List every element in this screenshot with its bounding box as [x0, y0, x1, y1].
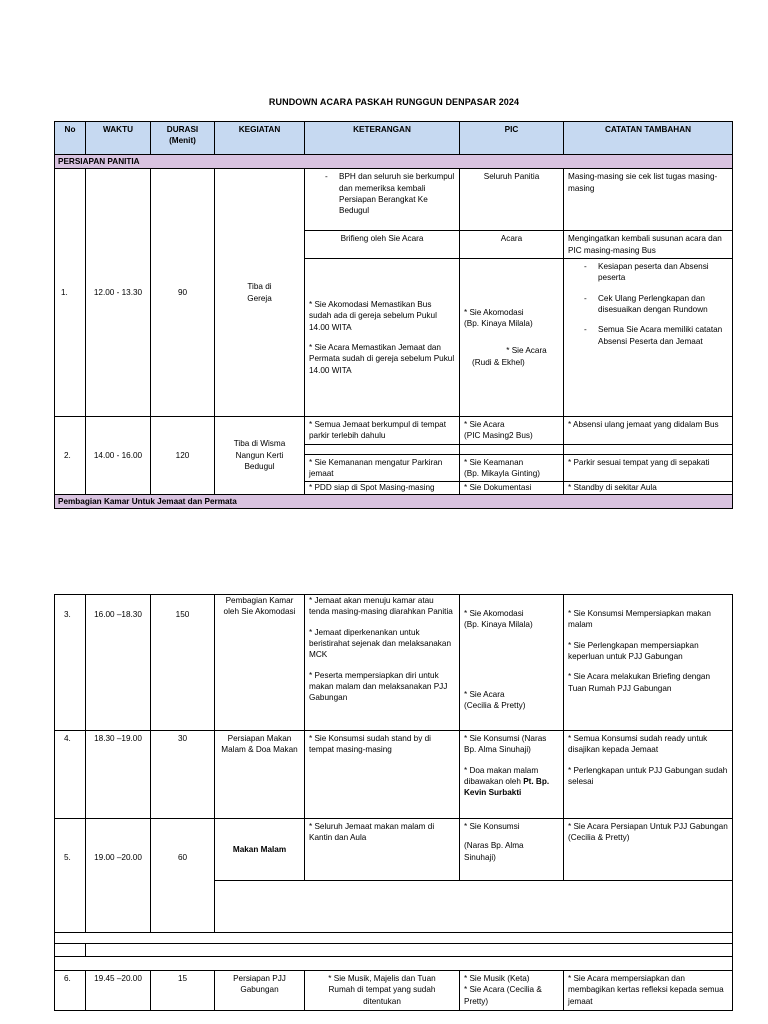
row-waktu: 12.00 - 13.30 — [86, 169, 151, 417]
keterangan-cell: * PDD siap di Spot Masing-masing — [305, 482, 460, 494]
keterangan-cell — [305, 258, 460, 416]
pic-detail: (Rudi & Ekhel) — [472, 357, 525, 367]
table-row — [55, 595, 733, 731]
note: * Sie Akomodasi Memastikan Bus sudah ada di gereja sebelum Pukul 14.00 WITA — [309, 300, 437, 332]
table-header-row — [55, 122, 733, 155]
empty-cell — [55, 944, 86, 957]
pic-name: * Sie Acara — [464, 689, 505, 699]
list-item: - Kesiapan peserta dan Absensi peserta — [598, 261, 728, 284]
row-durasi: 15 — [151, 971, 215, 1011]
pic-cell: Acara — [460, 231, 564, 259]
pic-cell — [460, 819, 564, 881]
row-durasi: 60 — [151, 819, 215, 933]
row-durasi: 120 — [151, 416, 215, 494]
pic-detail: (Bp. Mikayla Ginting) — [464, 468, 540, 478]
note: * Jemaat diperkenankan untuk beristirahat sejenak dan melaksanakan MCK — [309, 627, 452, 660]
keterangan-cell — [305, 595, 460, 731]
empty-cell — [460, 444, 564, 454]
pic-cell — [460, 595, 564, 731]
pic-cell: Seluruh Panitia — [460, 169, 564, 231]
row-kegiatan — [215, 416, 305, 494]
keterangan-cell: * Seluruh Jemaat makan malam di Kantin dan Aula — [305, 819, 460, 881]
catatan-cell: Mengingatkan kembali susunan acara dan PIC masing-masing Bus — [564, 231, 733, 259]
empty-cell — [55, 957, 733, 971]
row-waktu: 16.00 –18.30 — [86, 595, 151, 731]
row-no: 6. — [55, 971, 86, 1011]
catatan-cell — [564, 258, 733, 416]
row-waktu: 18.30 –19.00 — [86, 731, 151, 819]
pic-cell — [460, 258, 564, 416]
row-kegiatan — [215, 971, 305, 1011]
pic-name: * Sie Akomodasi — [464, 307, 524, 317]
note: * Jemaat akan menuju kamar atau tenda masing-masing diarahkan Panitia — [309, 596, 453, 617]
catatan-cell: * Sie Acara mempersiapkan dan membagikan kertas refleksi kepada semua jemaat — [564, 971, 733, 1011]
note: * Sie Konsumsi (Naras Bp. Alma Sinuhaji) — [464, 734, 547, 755]
empty-cell — [564, 444, 733, 454]
row-no: 4. — [55, 731, 86, 819]
catatan-cell: * Standby di sekitar Aula — [564, 482, 733, 494]
section-row — [55, 494, 733, 508]
row-no: 2. — [55, 416, 86, 494]
kegiatan-text: Tiba di Gereja — [247, 282, 272, 303]
catatan-cell — [564, 595, 733, 731]
row-kegiatan — [215, 169, 305, 417]
row-no: 5. — [55, 819, 86, 933]
pic-detail: (Bp. Kinaya Milala) — [464, 319, 533, 329]
table-row — [55, 957, 733, 971]
row-waktu: 19.00 –20.00 — [86, 819, 151, 933]
header-pic: PIC — [460, 122, 564, 155]
keterangan-cell: Brifieng oleh Sie Acara — [305, 231, 460, 259]
note: * Perlengkapan untuk PJJ Gabungan sudah selesai — [568, 765, 728, 786]
pic-detail: (Naras Bp. Alma Sinuhaji) — [464, 841, 524, 862]
table-row — [55, 169, 733, 231]
pic-name: * Sie Akomodasi — [464, 609, 524, 618]
pic-name: * Sie Musik (Keta) — [464, 974, 530, 983]
row-no: 1. — [55, 169, 86, 417]
keterangan-text: * Sie Musik, Majelis dan Tuan Rumah di tempat yang sudah ditentukan — [328, 974, 436, 1006]
row-kegiatan: Pembagian Kamar oleh Sie Akomodasi — [215, 595, 305, 731]
keterangan-cell: * Semua Jemaat berkumpul di tempat parkir terlebih dahulu — [305, 416, 460, 444]
table-row — [55, 416, 733, 444]
table-row — [55, 971, 733, 1011]
catatan-cell: * Absensi ulang jemaat yang didalam Bus — [564, 416, 733, 444]
keterangan-cell: * Sie Kemananan mengatur Parkiran jemaat — [305, 454, 460, 482]
kegiatan-text: Tiba di Wisma Nangun Kerti Bedugul — [233, 439, 286, 471]
table-row — [55, 944, 733, 957]
keterangan-cell — [305, 169, 460, 231]
catatan-cell: Masing-masing sie cek list tugas masing-masing — [564, 169, 733, 231]
header-no: No — [55, 122, 86, 155]
catatan-cell: * Parkir sesuai tempat yang di sepakati — [564, 454, 733, 482]
pic-detail: (Bp. Kinaya Milala) — [464, 620, 533, 630]
pic-cell — [460, 416, 564, 444]
list-item: - BPH dan seluruh sie berkumpul dan memeriksa kembali Persiapan Berangkat Ke Bedugul — [339, 171, 455, 216]
row-kegiatan: Makan Malam — [215, 819, 305, 881]
pic-name: * Sie Konsumsi — [464, 822, 520, 831]
note: * Peserta mempersiapkan diri untuk makan malam dan melaksanakan PJJ Gabungan — [309, 670, 448, 703]
pic-cell — [460, 971, 564, 1011]
catatan-cell: * Sie Acara Persiapan Untuk PJJ Gabungan (Cecilia & Pretty) — [564, 819, 733, 881]
document-title: RUNDOWN ACARA PASKAH RUNGGUN DENPASAR 2024 — [268, 97, 520, 107]
header-kegiatan: KEGIATAN — [215, 122, 305, 155]
pic-speaker: Pt. Bp. Kevin Surbakti — [464, 776, 550, 798]
rundown-table-page1 — [54, 121, 733, 509]
keterangan-cell: * Sie Konsumsi sudah stand by di tempat masing-masing — [305, 731, 460, 819]
pic-cell — [460, 454, 564, 482]
kegiatan-text: Persiapan PJJ Gabungan — [233, 974, 286, 995]
empty-cell — [305, 444, 460, 454]
empty-cell — [215, 881, 733, 933]
catatan-cell — [564, 731, 733, 819]
list-item: - Semua Sie Acara memiliki catatan Absensi Peserta dan Jemaat — [598, 324, 728, 347]
empty-cell — [55, 933, 733, 944]
kegiatan-text: Persiapan Makan Malam & Doa Makan — [221, 734, 298, 755]
note: * Sie Konsumsi Mempersiapkan makan malam — [568, 609, 711, 630]
section-row — [55, 155, 733, 169]
header-keterangan: KETERANGAN — [305, 122, 460, 155]
row-durasi: 90 — [151, 169, 215, 417]
row-waktu: 14.00 - 16.00 — [86, 416, 151, 494]
pic-text: * Doa makan malam dibawakan oleh — [464, 765, 539, 786]
row-no: 3. — [55, 595, 86, 731]
pic-name: * Sie Keamanan — [464, 457, 524, 467]
keterangan-cell — [305, 971, 460, 1011]
note: * Semua Konsumsi sudah ready untuk disajikan kepada Jemaat — [568, 734, 708, 755]
table-row — [55, 819, 733, 881]
row-waktu: 19.45 –20.00 — [86, 971, 151, 1011]
note: * Sie Acara melakukan Briefing dengan Tuan Rumah PJJ Gabungan — [568, 672, 711, 693]
row-durasi: 30 — [151, 731, 215, 819]
header-catatan: CATATAN TAMBAHAN — [564, 122, 733, 155]
rundown-table-page2 — [54, 594, 733, 1011]
section-title: Pembagian Kamar Untuk Jemaat dan Permata — [55, 494, 733, 508]
header-durasi: DURASI (Menit) — [151, 122, 215, 155]
header-waktu: WAKTU — [86, 122, 151, 155]
note: * Sie Perlengkapan mempersiapkan keperluan untuk PJJ Gabungan — [568, 640, 699, 661]
pic-name: * Sie Acara — [464, 419, 505, 429]
pic-name: * Sie Acara (Cecilia & Pretty) — [464, 985, 542, 1006]
table-row — [55, 933, 733, 944]
pic-detail: (PIC Masing2 Bus) — [464, 431, 533, 441]
pic-detail: (Cecilia & Pretty) — [464, 700, 526, 710]
pic-name: * Sie Acara — [506, 346, 547, 356]
empty-cell — [86, 944, 733, 957]
note — [464, 765, 559, 799]
note: * Sie Acara Memastikan Jemaat dan Permata sudah di gereja sebelum Pukul 14.00 WITA — [309, 342, 455, 375]
table-row — [55, 731, 733, 819]
section-title: PERSIAPAN PANITIA — [55, 155, 733, 169]
pic-cell — [460, 731, 564, 819]
pic-cell: * Sie Dokumentasi — [460, 482, 564, 494]
row-durasi: 150 — [151, 595, 215, 731]
row-kegiatan — [215, 731, 305, 819]
list-item: - Cek Ulang Perlengkapan dan disesuaikan dengan Rundown — [598, 293, 728, 316]
